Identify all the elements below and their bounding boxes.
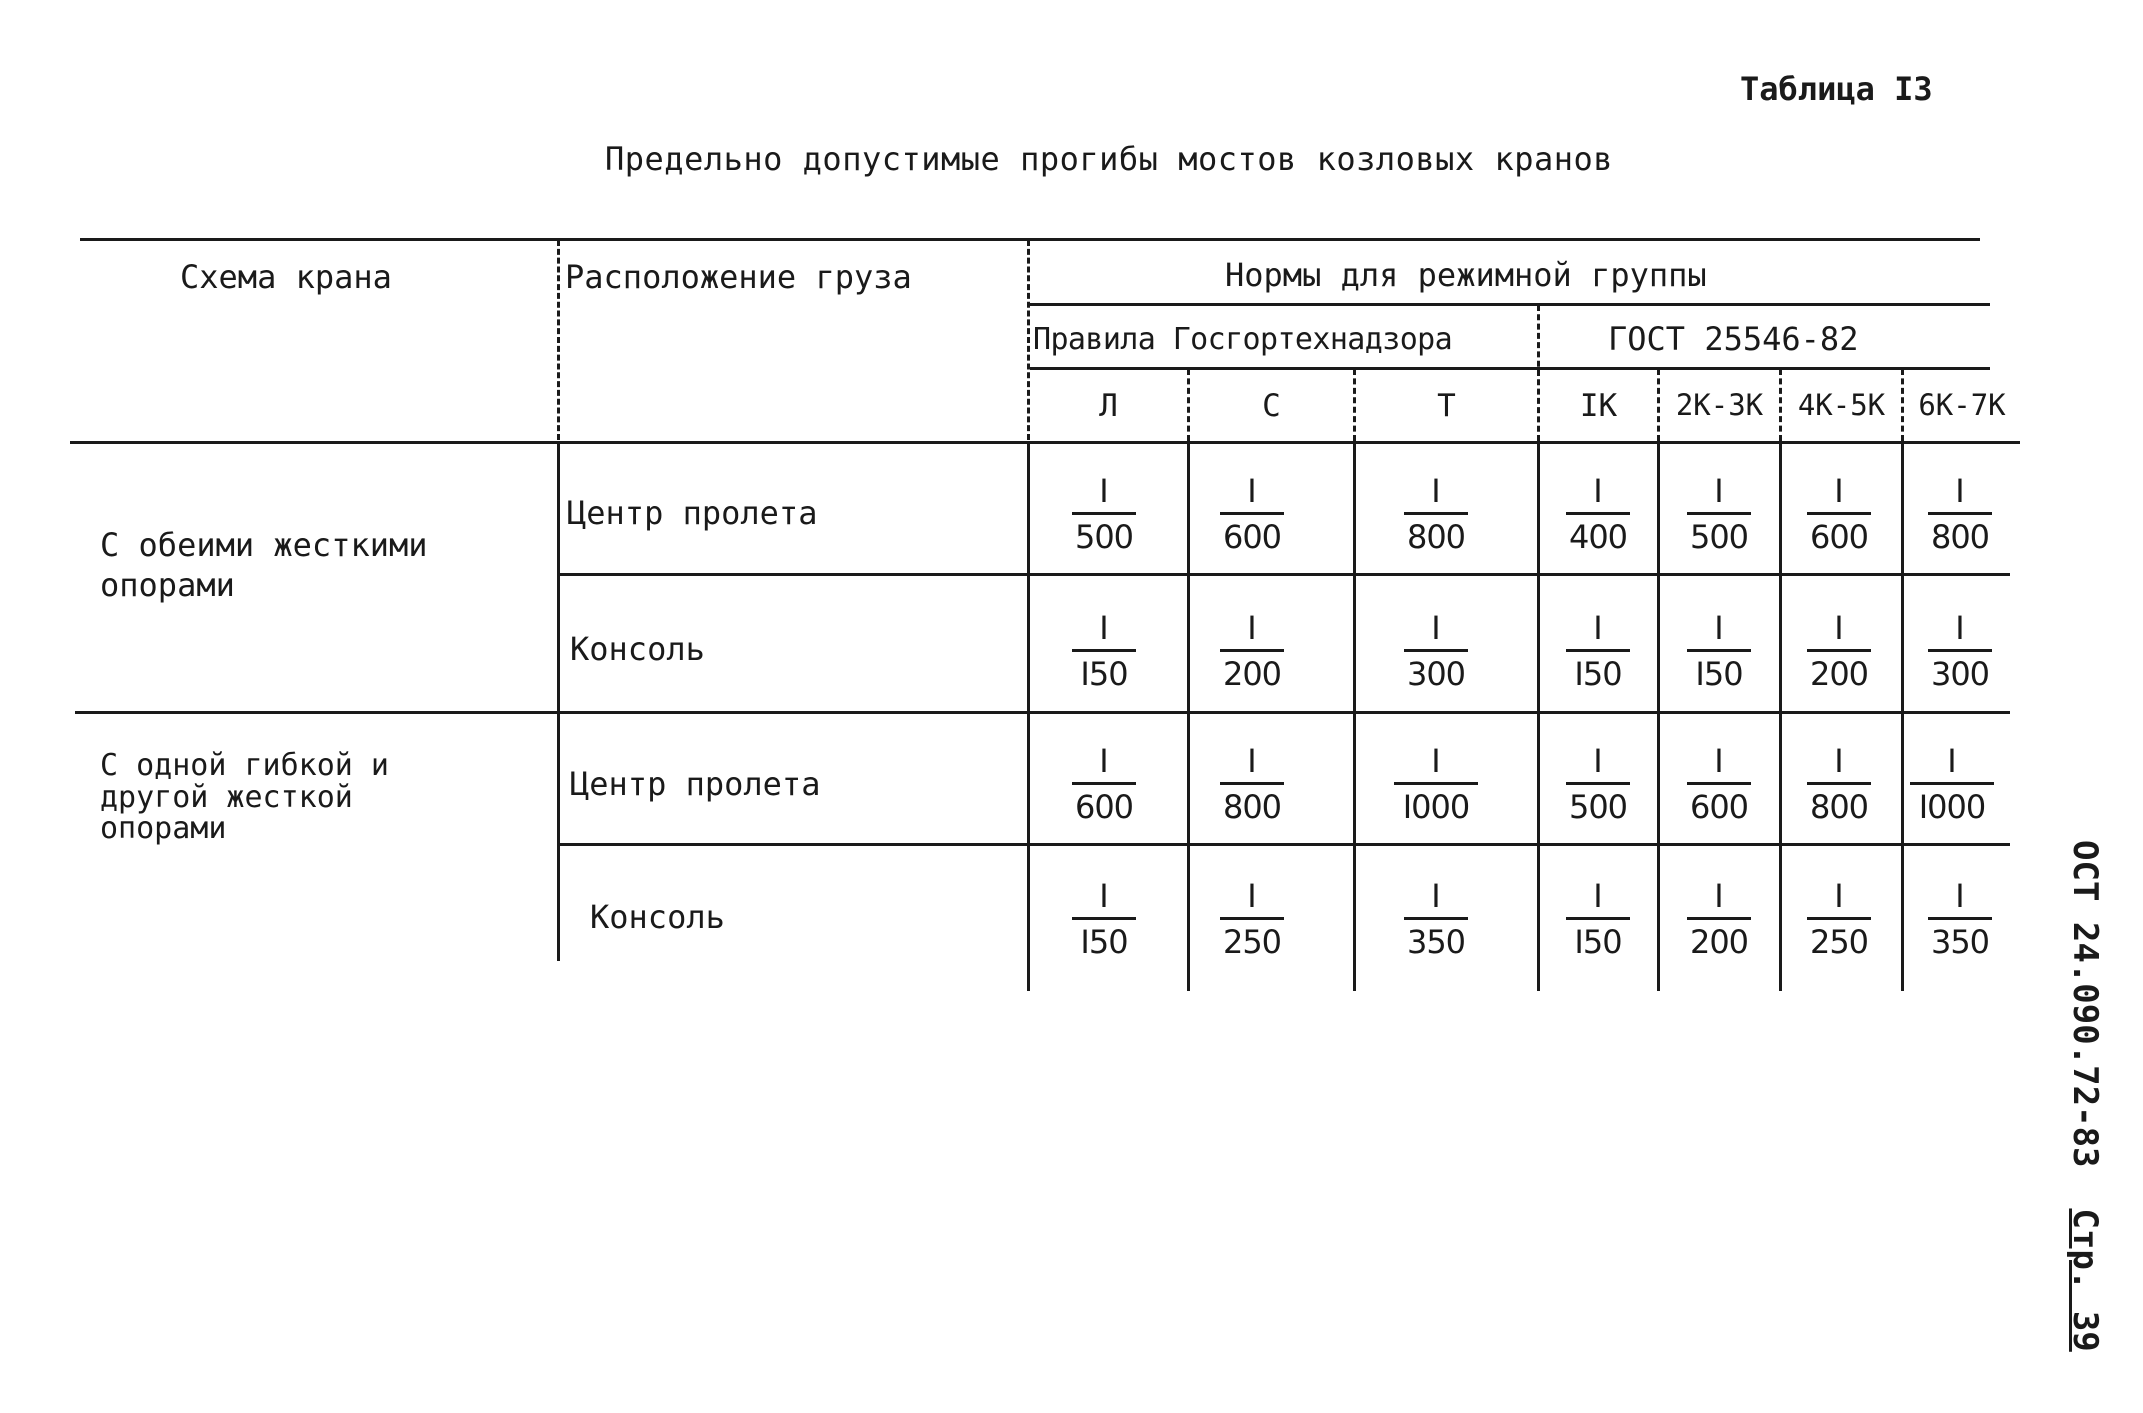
load-location-cantilever: Консоль <box>570 630 705 668</box>
deflection-value: I 350 <box>1928 880 1992 958</box>
load-location-span-center: Центр пролета <box>567 494 818 532</box>
rule-group-divider <box>75 711 2010 714</box>
subheader-col-3: Т <box>1437 388 1456 424</box>
deflection-value: I I000 <box>1394 745 1478 823</box>
subheader-col-1: Л <box>1099 388 1118 424</box>
crane-scheme-flexible-rigid-supports: С одной гибкой и другой жесткой опорами <box>100 748 389 846</box>
deflection-value: I 200 <box>1220 612 1284 690</box>
deflection-value: I I50 <box>1072 612 1136 690</box>
rule-subgroup-under <box>1030 367 1990 370</box>
col-sep-3 <box>1187 441 1190 991</box>
table-title: Предельно допустимые прогибы мостов козловых кранов <box>605 140 1614 178</box>
page-number: Стр. 39 <box>2065 1208 2105 1352</box>
deflection-value: I I000 <box>1910 745 1994 823</box>
rule-top <box>80 238 1980 241</box>
load-location-cantilever: Консоль <box>590 898 725 936</box>
col-sep-1 <box>557 441 560 961</box>
deflection-value: I I50 <box>1072 880 1136 958</box>
standard-code: ОСТ 24.090.72-83 <box>2065 840 2105 1168</box>
header-crane-scheme: Схема крана <box>180 258 392 296</box>
header-rules-gosgortekhnadzor: Правила Госгортехнадзора <box>1033 322 1453 357</box>
header-norms: Нормы для режимной группы <box>1225 256 1707 294</box>
deflection-value: I 200 <box>1807 612 1871 690</box>
col-sep-2 <box>1027 441 1030 991</box>
load-location-span-center: Центр пролета <box>570 765 821 803</box>
rule-header-bottom <box>70 441 2020 444</box>
deflection-value: I 800 <box>1928 475 1992 553</box>
deflection-value: I 500 <box>1072 475 1136 553</box>
deflection-value: I 600 <box>1687 745 1751 823</box>
col-sep-7 <box>1779 441 1782 991</box>
crane-scheme-rigid-supports: С обеими жесткими опорами <box>100 526 428 604</box>
deflection-value: I 800 <box>1220 745 1284 823</box>
rule-row1 <box>560 573 2010 576</box>
deflection-value: I I50 <box>1566 880 1630 958</box>
col-sep-header-1 <box>557 240 560 440</box>
header-gost: ГОСТ 25546-82 <box>1608 320 1859 358</box>
subheader-col-7: 6К-7К <box>1918 388 2006 422</box>
rule-row3 <box>560 843 2010 846</box>
subheader-col-4: IК <box>1579 388 1618 424</box>
deflection-value: I 800 <box>1404 475 1468 553</box>
col-sep-4 <box>1353 441 1356 991</box>
subheader-col-2: С <box>1262 388 1281 424</box>
col-sep-6 <box>1657 441 1660 991</box>
deflection-value: I 500 <box>1687 475 1751 553</box>
header-load-location: Расположение груза <box>565 258 912 296</box>
deflection-value: I 250 <box>1807 880 1871 958</box>
deflection-value: I 300 <box>1404 612 1468 690</box>
deflection-value: I 200 <box>1687 880 1751 958</box>
deflection-value: I 250 <box>1220 880 1284 958</box>
deflection-value: I 500 <box>1566 745 1630 823</box>
deflection-value: I 600 <box>1072 745 1136 823</box>
deflection-value: I 800 <box>1807 745 1871 823</box>
document-code-margin <box>2065 840 2105 1352</box>
col-sep-8 <box>1901 441 1904 991</box>
deflection-value: I 300 <box>1928 612 1992 690</box>
subheader-col-5: 2К-3К <box>1675 388 1764 422</box>
deflection-value: I 350 <box>1404 880 1468 958</box>
table-number: Таблица I3 <box>1740 70 1933 108</box>
deflection-value: I 400 <box>1566 475 1630 553</box>
deflection-value: I I50 <box>1566 612 1630 690</box>
subheader-col-6: 4К-5К <box>1797 388 1886 422</box>
deflection-value: I 600 <box>1220 475 1284 553</box>
deflection-value: I 600 <box>1807 475 1871 553</box>
rule-norms-under <box>1030 303 1990 306</box>
col-sep-5 <box>1537 441 1540 991</box>
deflection-value: I I50 <box>1687 612 1751 690</box>
